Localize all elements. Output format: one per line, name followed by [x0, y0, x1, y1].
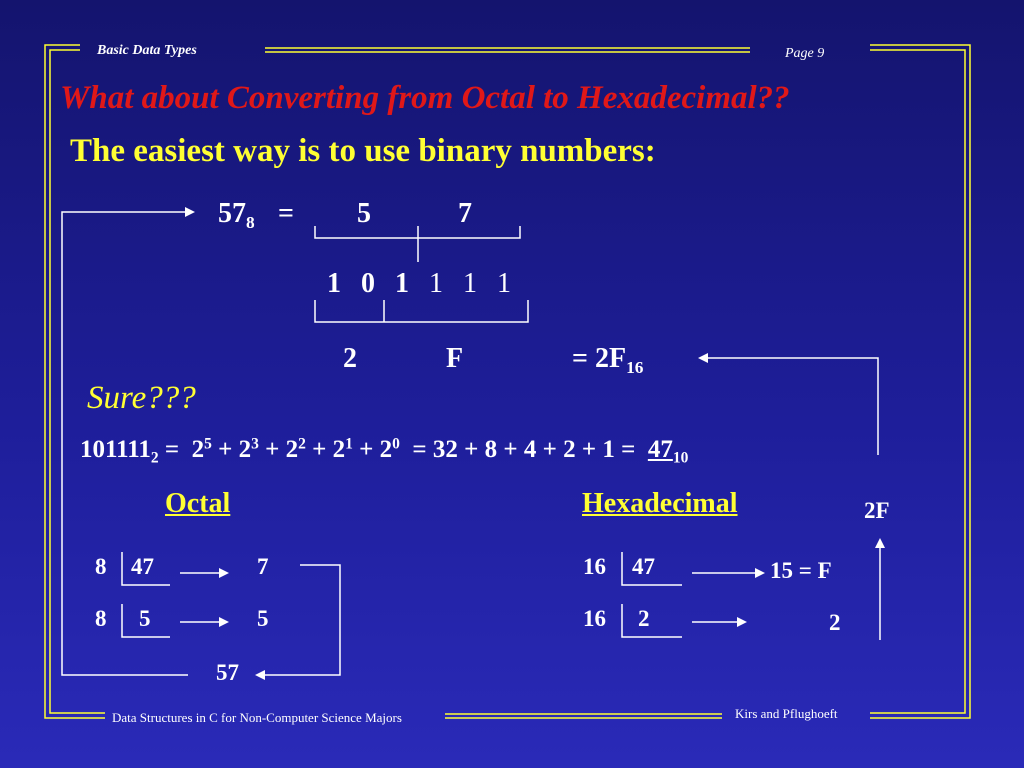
- octal-result: 57: [216, 660, 239, 685]
- arrow-head-icon: [219, 617, 229, 627]
- hex-heading: Hexadecimal: [582, 488, 738, 519]
- hex-digit: 2: [343, 343, 357, 374]
- slide-title: What about Converting from Octal to Hexadecimal??: [60, 80, 790, 116]
- arrow-head-icon: [737, 617, 747, 627]
- binary-bit: 1: [395, 268, 409, 299]
- octal-number: $57_8$: [218, 198, 255, 233]
- equals-sign: =: [278, 198, 294, 229]
- hex-remainder: 15 = F: [770, 558, 832, 583]
- binary-bit: 1: [463, 268, 477, 299]
- hex-remainder: 2: [829, 610, 841, 635]
- footer-course: Data Structures in C for Non-Computer Science Majors: [112, 710, 402, 725]
- hex-dividend: 47: [632, 554, 655, 579]
- octal-divisor: 8: [95, 606, 107, 631]
- arrow-head-icon: [875, 538, 885, 548]
- octal-divisor: 8: [95, 554, 107, 579]
- binary-bit: 1: [327, 268, 341, 299]
- hex-result: = $2F_{16}$: [572, 343, 644, 378]
- octal-remainder: 7: [257, 554, 269, 579]
- hex-dividend: 2: [638, 606, 650, 631]
- octal-digit: 7: [458, 198, 472, 229]
- sure-label: Sure???: [87, 380, 196, 416]
- octal-dividend: 47: [131, 554, 154, 579]
- slide-subtitle: The easiest way is to use binary numbers:: [70, 133, 656, 169]
- octal-remainder: 5: [257, 606, 269, 631]
- binary-bit: 1: [497, 268, 511, 299]
- footer-authors: Kirs and Pflughoeft: [735, 706, 838, 721]
- octal-dividend: 5: [139, 606, 151, 631]
- hex-divisor: 16: [583, 554, 606, 579]
- hex-result: 2F: [864, 498, 890, 523]
- octal-digit: 5: [357, 198, 371, 229]
- arrow-head-icon: [698, 353, 708, 363]
- arrow-head-icon: [219, 568, 229, 578]
- binary-bit: 0: [361, 268, 375, 299]
- header-section: Basic Data Types: [97, 43, 197, 58]
- hex-digit: F: [446, 343, 464, 374]
- arrow-head-icon: [755, 568, 765, 578]
- page-number: Page 9: [785, 46, 825, 61]
- verification-line: $101111_2 = 2^5 + 2^3 + 2^2 + 2^1 + 2^0 = 32 + 8 + 4 + 2 + 1 = 47_{10}$: [80, 435, 689, 467]
- octal-heading: Octal: [165, 488, 231, 519]
- arrow-head-icon: [185, 207, 195, 217]
- arrow-head-icon: [255, 670, 265, 680]
- hex-divisor: 16: [583, 606, 606, 631]
- binary-bit: 1: [429, 268, 443, 299]
